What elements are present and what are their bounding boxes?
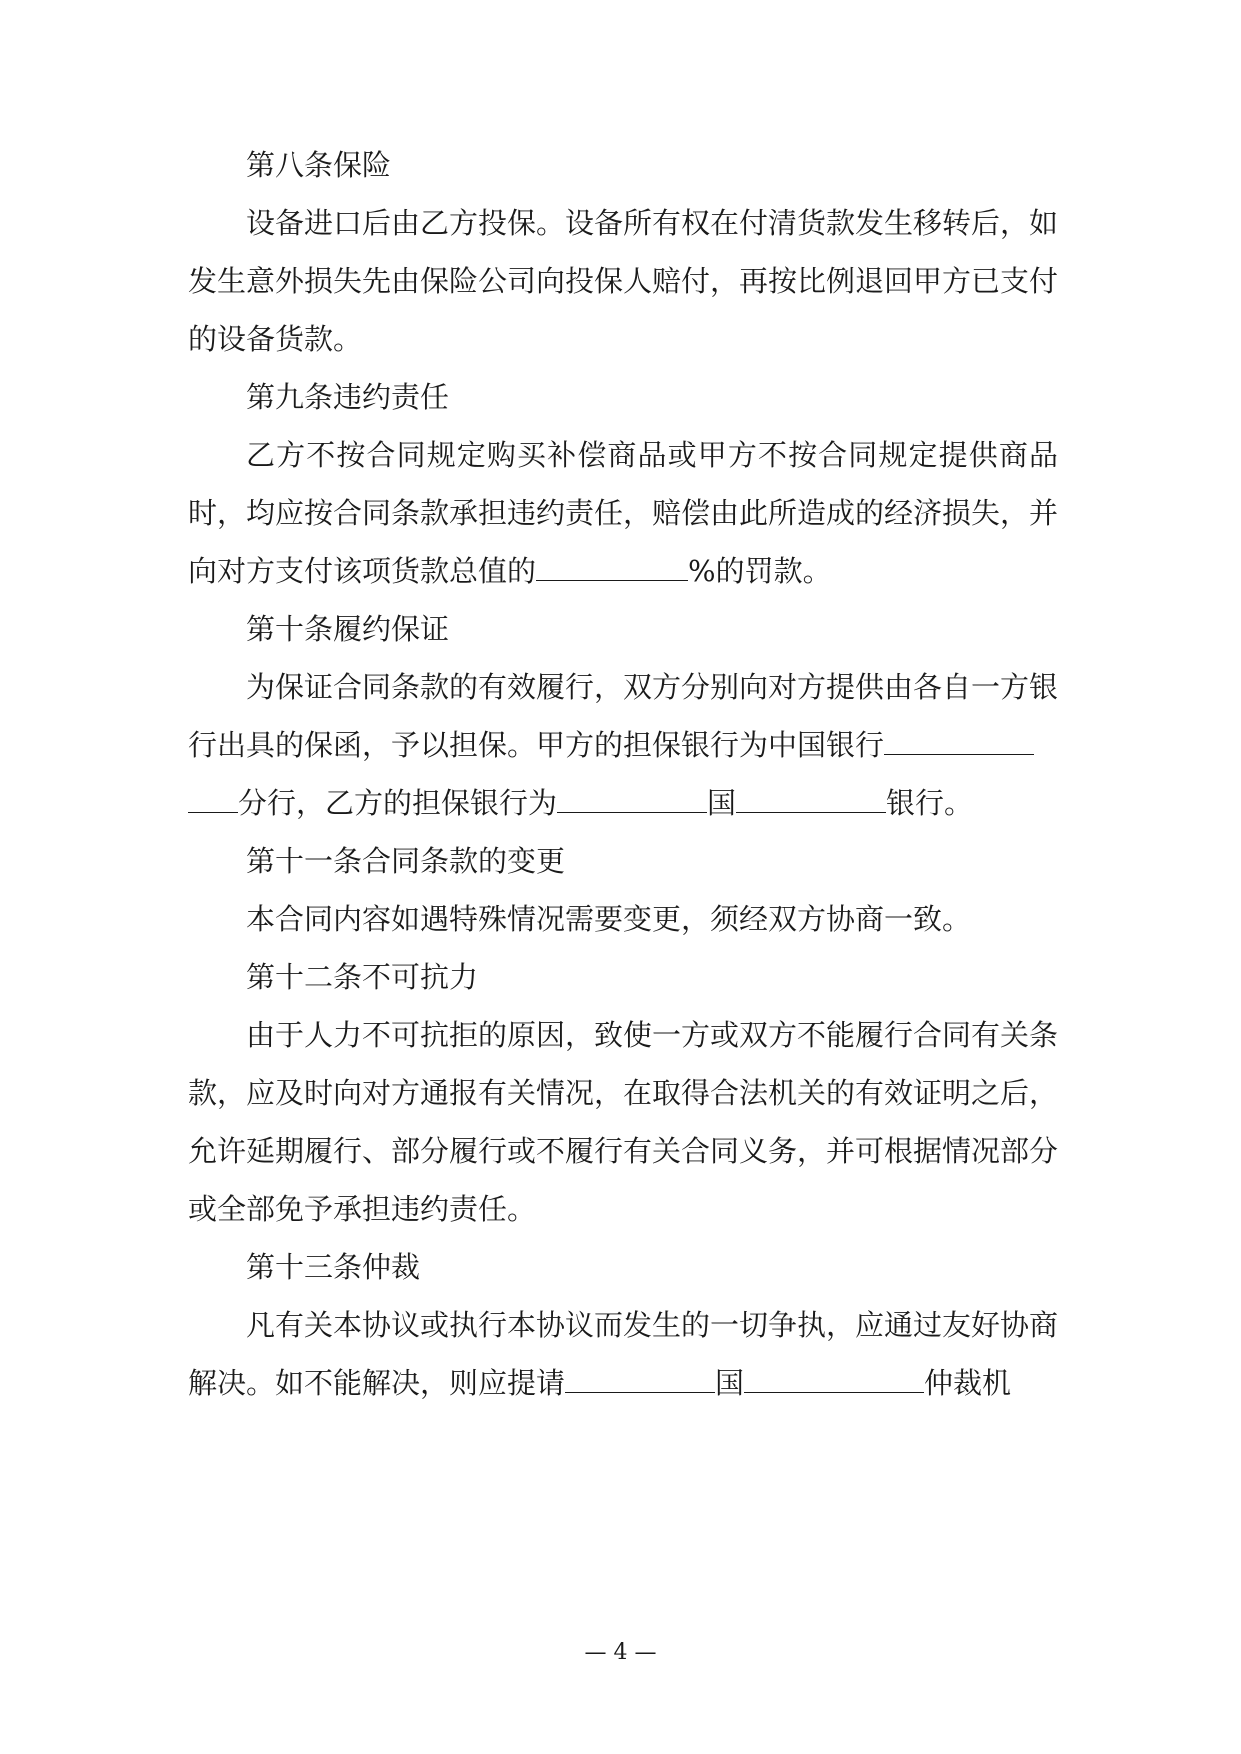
article-8-paragraph-line: 的设备货款。 xyxy=(188,322,363,356)
article-10-paragraph-line: 为保证合同条款的有效履行，双方分别向对方提供由各自一方银 xyxy=(246,670,1059,704)
article-11-paragraph-line: 本合同内容如遇特殊情况需要变更，须经双方协商一致。 xyxy=(246,902,972,936)
line-text: 国 xyxy=(715,1366,745,1400)
article-12-paragraph-line: 或全部免予承担违约责任。 xyxy=(188,1192,537,1226)
article-10-title: 第十条履约保证 xyxy=(246,612,450,646)
article-9-title: 第九条违约责任 xyxy=(246,380,450,414)
line-text: 分行，乙方的担保银行为 xyxy=(238,786,558,820)
article-13-paragraph-line: 凡有关本协议或执行本协议而发生的一切争执，应通过友好协商 xyxy=(246,1308,1059,1342)
article-13-title: 第十三条仲裁 xyxy=(246,1250,421,1284)
article-12-paragraph-line: 款，应及时向对方通报有关情况，在取得合法机关的有效证明之后， xyxy=(188,1076,1059,1110)
line-text: 行出具的保函，予以担保。甲方的担保银行为中国银行 xyxy=(188,728,885,762)
article-9-paragraph-line: 时，均应按合同条款承担违约责任，赔偿由此所造成的经济损失，并 xyxy=(188,496,1059,530)
article-9-paragraph-line xyxy=(188,551,1058,591)
article-8-paragraph-line: 发生意外损失先由保险公司向投保人赔付，再按比例退回甲方已支付 xyxy=(188,264,1059,298)
article-11-title: 第十一条合同条款的变更 xyxy=(246,844,566,878)
fill-in-blank[interactable] xyxy=(557,786,707,813)
fill-in-blank[interactable] xyxy=(736,786,886,813)
line-text: 向对方支付该项货款总值的 xyxy=(188,554,537,588)
page-number: — 4 — xyxy=(584,1640,657,1665)
fill-in-blank[interactable] xyxy=(744,1366,924,1393)
article-12-paragraph-line: 由于人力不可抗拒的原因，致使一方或双方不能履行合同有关条 xyxy=(246,1018,1059,1052)
line-text: %的罚款。 xyxy=(688,554,832,588)
line-text: 解决。如不能解决，则应提请 xyxy=(188,1366,566,1400)
fill-in-blank[interactable] xyxy=(565,1366,715,1393)
line-text: 仲裁机 xyxy=(924,1366,1012,1400)
fill-in-blank[interactable] xyxy=(188,786,238,813)
article-8-paragraph-line: 设备进口后由乙方投保。设备所有权在付清货款发生移转后，如 xyxy=(246,206,1059,240)
article-8-title: 第八条保险 xyxy=(246,148,392,182)
article-10-paragraph-line xyxy=(188,783,1058,823)
fill-in-blank[interactable] xyxy=(536,554,688,581)
fill-in-blank[interactable] xyxy=(884,728,1034,755)
article-9-paragraph-line: 乙方不按合同规定购买补偿商品或甲方不按合同规定提供商品 xyxy=(246,438,1058,472)
article-13-paragraph-line xyxy=(188,1363,1058,1403)
article-10-paragraph-line xyxy=(188,725,1058,765)
article-12-paragraph-line: 允许延期履行、部分履行或不履行有关合同义务，并可根据情况部分 xyxy=(188,1134,1059,1168)
line-text: 银行。 xyxy=(886,786,974,820)
line-text: 国 xyxy=(707,786,737,820)
article-12-title: 第十二条不可抗力 xyxy=(246,960,479,994)
